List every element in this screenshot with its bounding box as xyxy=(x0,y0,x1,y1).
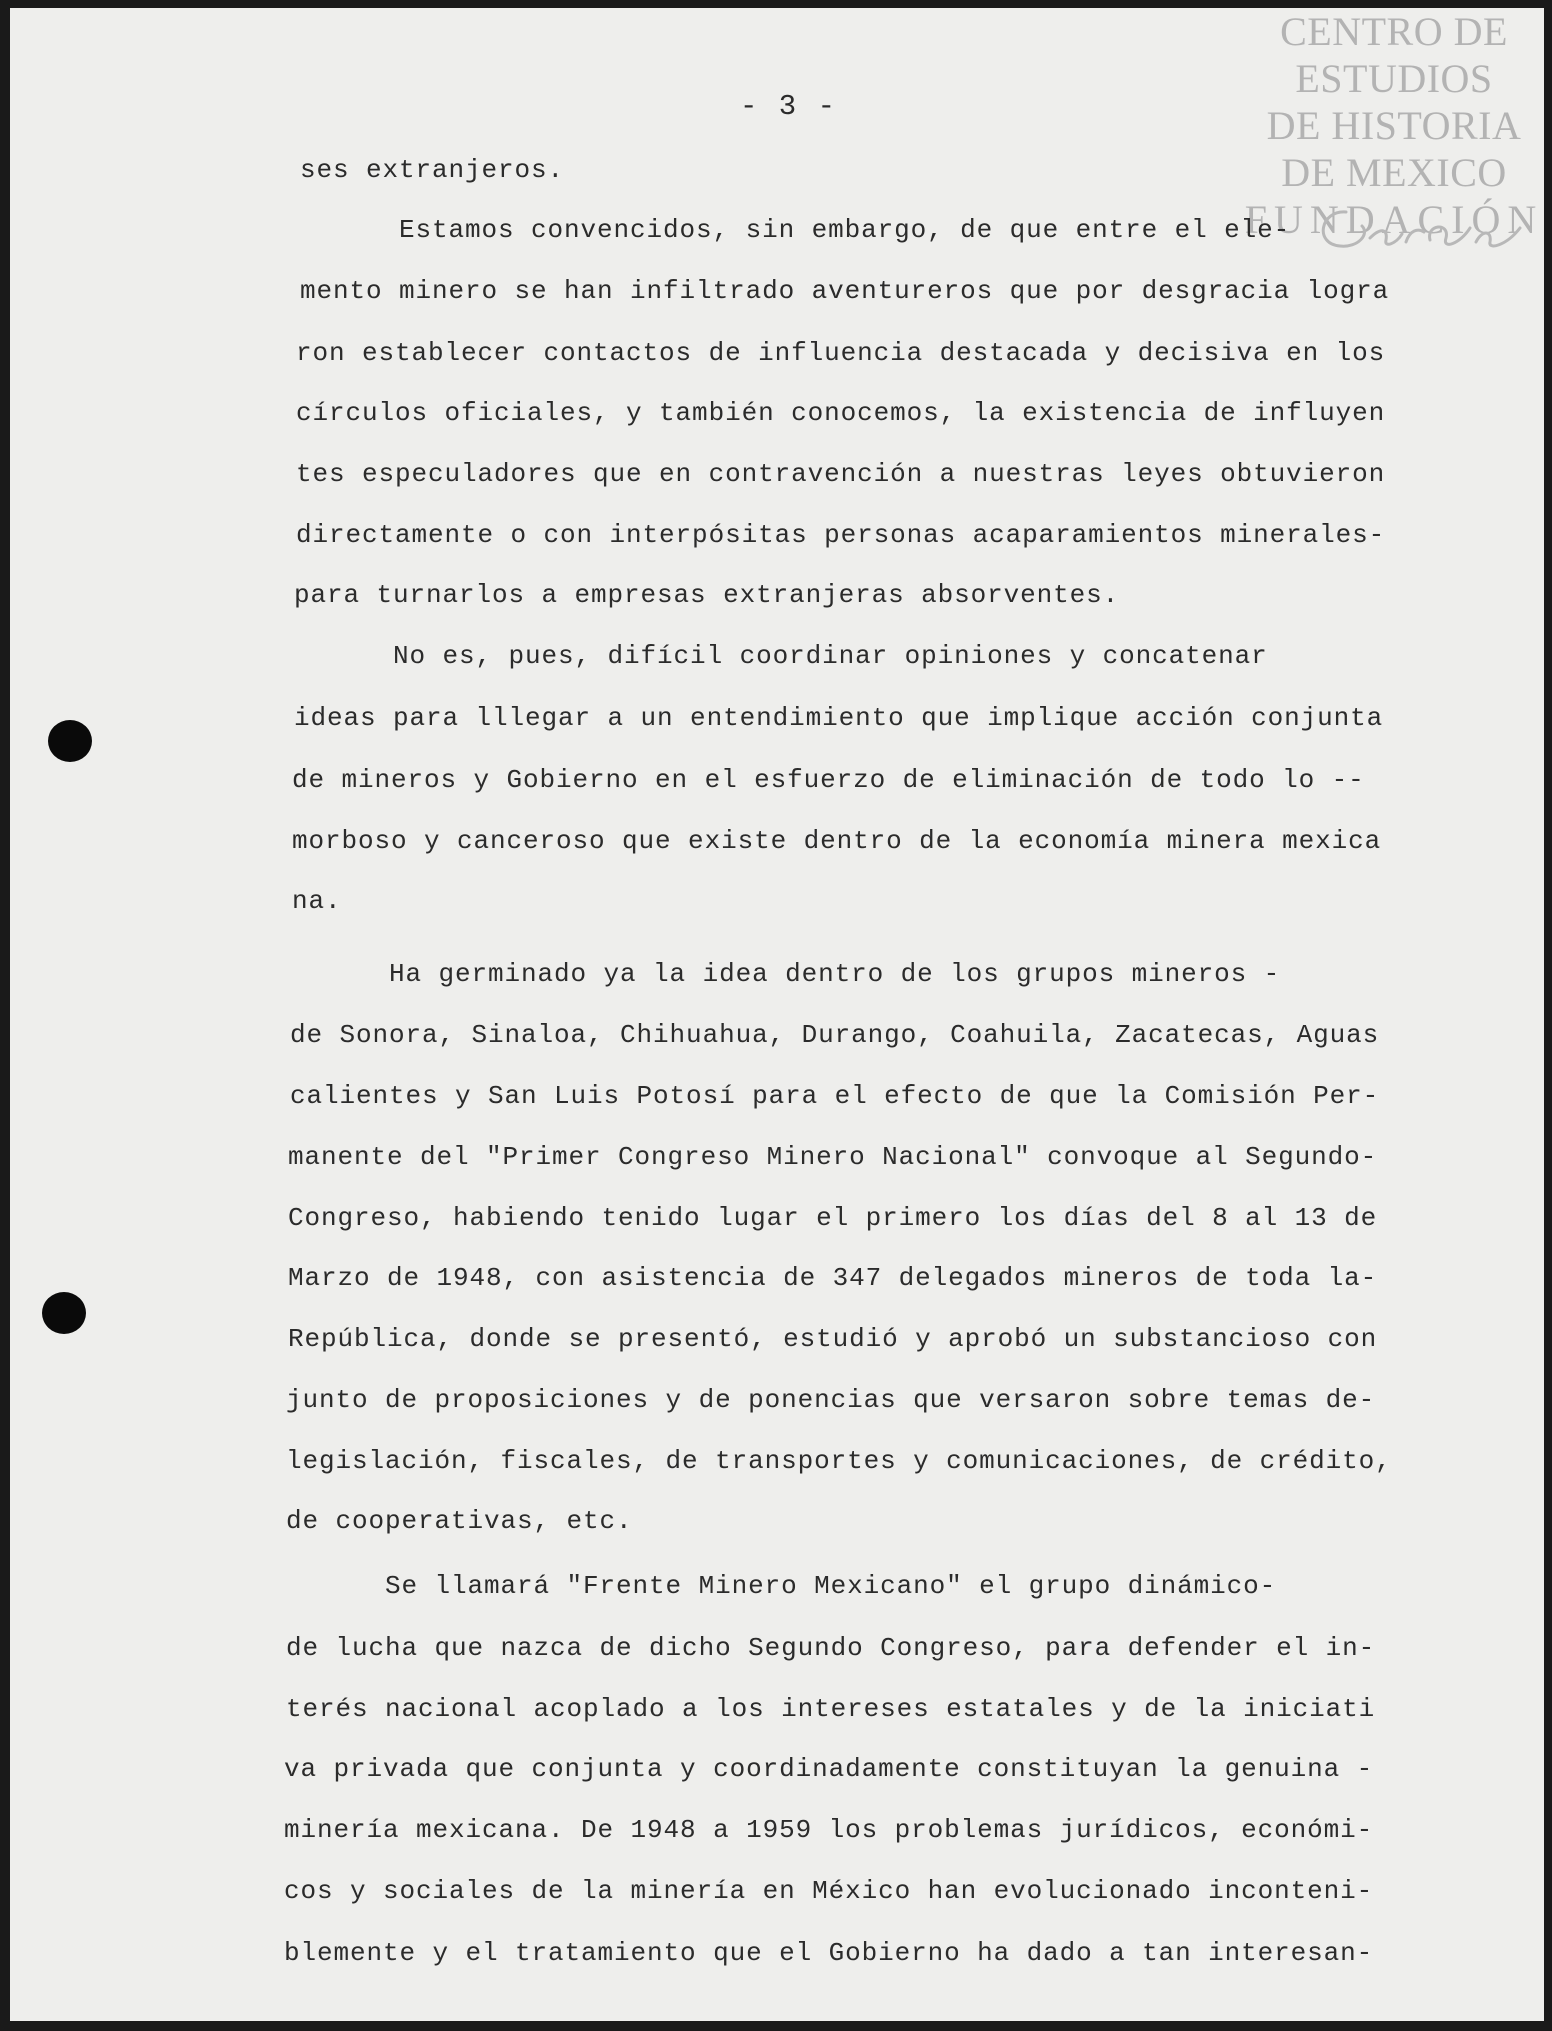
watermark-line: DE MEXICO xyxy=(1281,150,1507,195)
text-line: tes especuladores que en contravención a nuestras leyes obtuvieron xyxy=(296,459,1386,489)
text-line: República, donde se presentó, estudió y aprobó un substancioso con xyxy=(288,1324,1378,1354)
text-line: Estamos convencidos, sin embargo, de que entre el ele- xyxy=(300,215,1291,245)
text-line: terés nacional acoplado a los intereses estatales y de la iniciati xyxy=(286,1694,1376,1724)
text-line: de lucha que nazca de dicho Segundo Congreso, para defender el in- xyxy=(286,1633,1376,1663)
text-line: cos y sociales de la minería en México han evolucionado inconteni- xyxy=(284,1876,1374,1906)
text-line: No es, pues, difícil coordinar opiniones y concatenar xyxy=(294,641,1268,671)
text-line: círculos oficiales, y también conocemos, la existencia de influyen xyxy=(296,398,1386,428)
text-line: de cooperativas, etc. xyxy=(286,1506,633,1536)
text-line: Se llamará "Frente Minero Mexicano" el grupo dinámico- xyxy=(286,1571,1277,1601)
text-line: junto de proposiciones y de ponencias que versaron sobre temas de- xyxy=(286,1385,1376,1415)
text-line: Ha germinado ya la idea dentro de los grupos mineros - xyxy=(290,959,1281,989)
text-line: manente del "Primer Congreso Minero Nacional" convoque al Segundo- xyxy=(288,1142,1378,1172)
text-line: para turnarlos a empresas extranjeras absorventes. xyxy=(294,580,1120,610)
text-line: minería mexicana. De 1948 a 1959 los problemas jurídicos, económi- xyxy=(284,1815,1374,1845)
text-line: na. xyxy=(292,886,342,916)
text-line: Congreso, habiendo tenido lugar el primero los días del 8 al 13 de xyxy=(288,1203,1378,1233)
text-line: blemente y el tratamiento que el Gobierno ha dado a tan interesan- xyxy=(284,1938,1374,1968)
punch-hole-bottom xyxy=(42,1292,86,1334)
text-line: ron establecer contactos de influencia destacada y decisiva en los xyxy=(296,338,1386,368)
punch-hole-top xyxy=(48,720,92,762)
text-line: ses extranjeros. xyxy=(300,155,565,185)
text-line: de mineros y Gobierno en el esfuerzo de eliminación de todo lo -- xyxy=(292,765,1365,795)
watermark-line: CENTRO DE xyxy=(1280,9,1508,54)
watermark-line: ESTUDIOS xyxy=(1295,56,1493,101)
text-line: ideas para lllegar a un entendimiento que implique acción conjunta xyxy=(294,703,1384,733)
text-line: va privada que conjunta y coordinadamente constituyan la genuina - xyxy=(284,1754,1374,1784)
text-line: de Sonora, Sinaloa, Chihuahua, Durango, Coahuila, Zacatecas, Aguas xyxy=(290,1020,1380,1050)
document-page xyxy=(10,8,1544,2021)
watermark-line: DE HISTORIA xyxy=(1266,103,1522,148)
page-number: - 3 - xyxy=(740,90,838,123)
text-line: mento minero se han infiltrado aventureros que por desgracia logra xyxy=(300,276,1390,306)
text-line: morboso y canceroso que existe dentro de la economía minera mexica xyxy=(292,826,1382,856)
text-line: Marzo de 1948, con asistencia de 347 delegados mineros de toda la- xyxy=(288,1263,1378,1293)
text-line: legislación, fiscales, de transportes y comunicaciones, de crédito, xyxy=(286,1446,1392,1476)
watermark-signature-logo xyxy=(1310,198,1540,258)
text-line: calientes y San Luis Potosí para el efecto de que la Comisión Per- xyxy=(290,1081,1380,1111)
text-line: directamente o con interpósitas personas acaparamientos minerales- xyxy=(296,520,1386,550)
watermark-foundation: FUNDACIÓN xyxy=(1244,197,1544,242)
